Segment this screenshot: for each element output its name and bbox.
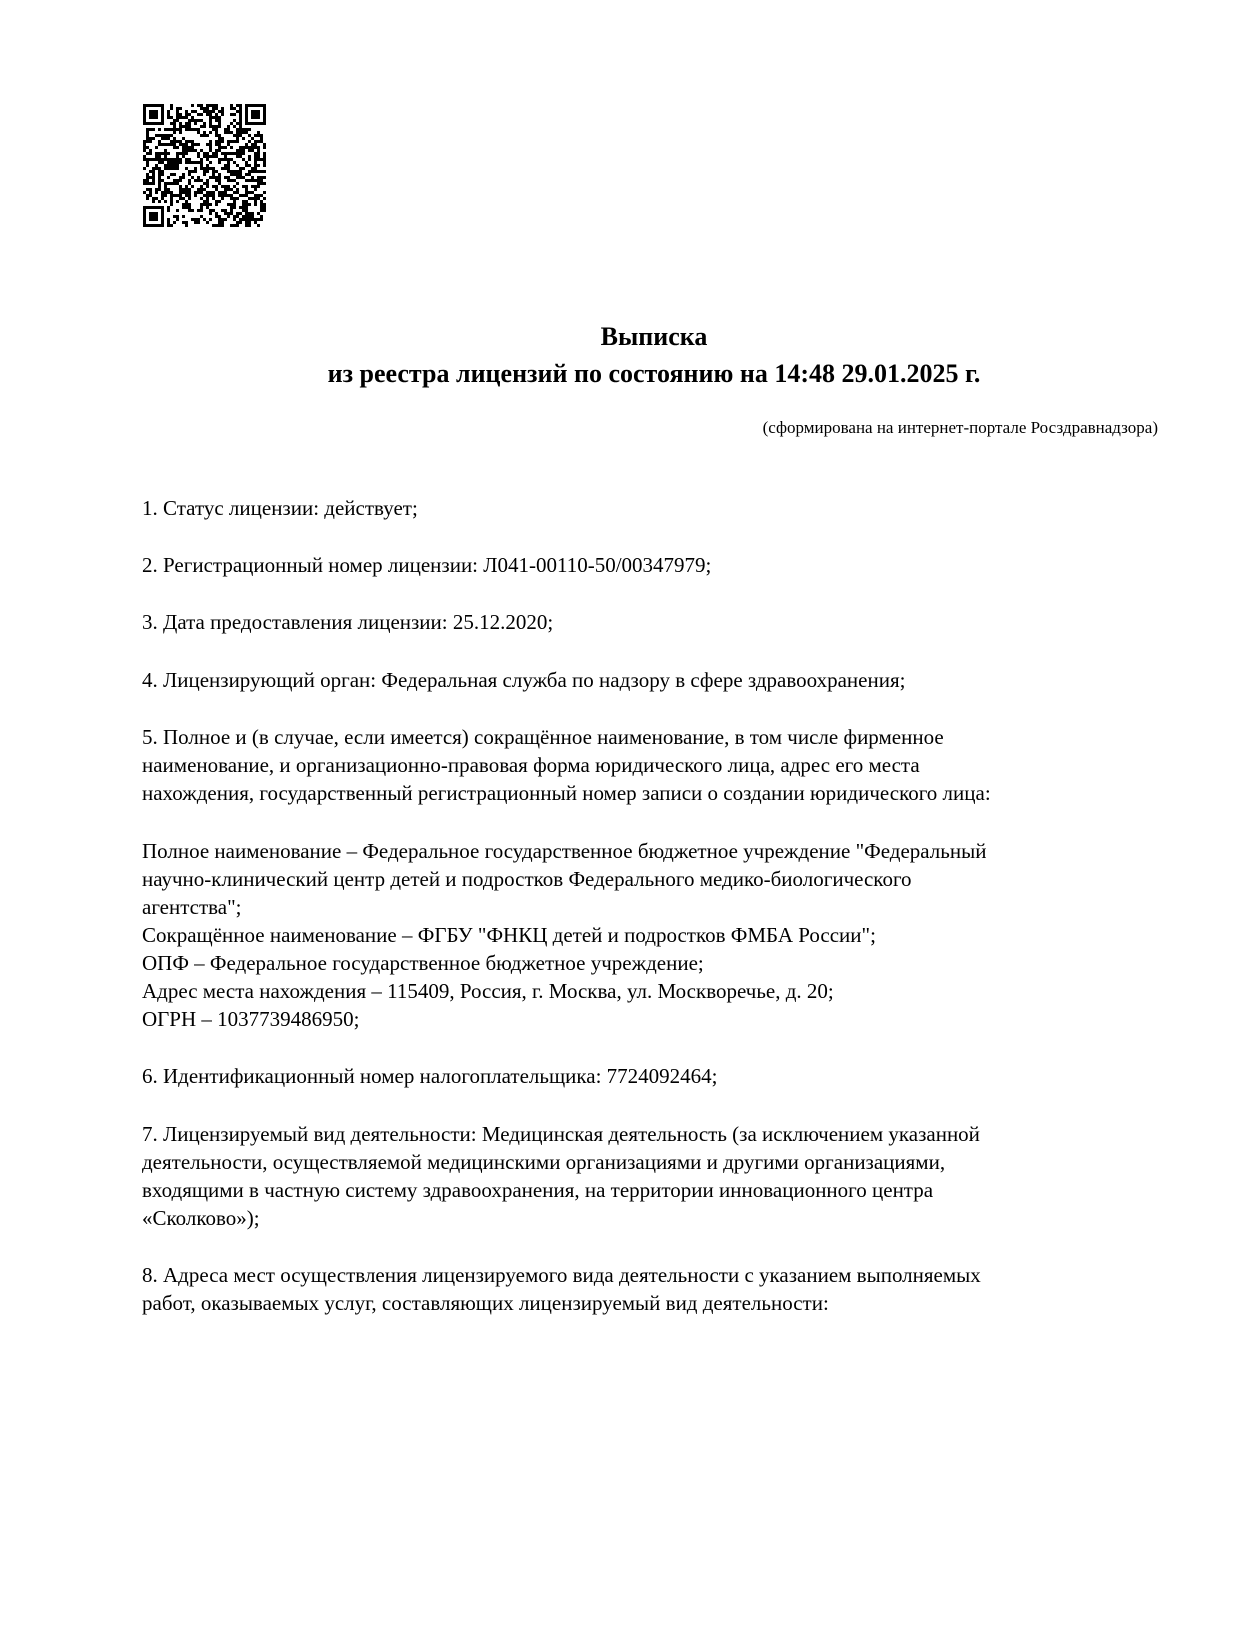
item-names-heading-line: нахождения, государственный регистрационный номер записи о создании юридического лица: <box>142 781 991 805</box>
source-note: (сформирована на интернет-портале Росздравнадзора) <box>762 418 1158 437</box>
item-names-heading-line: 5. Полное и (в случае, если имеется) сокращённое наименование, в том числе фирменное <box>142 725 944 749</box>
item-activity-line: входящими в частную систему здравоохранения, на территории инновационного центра <box>142 1178 934 1202</box>
item-status: 1. Статус лицензии: действует; <box>142 496 418 520</box>
document-subtitle: из реестра лицензий по состоянию на 14:48 29.01.2025 г. <box>327 359 981 388</box>
item-reg-number: 2. Регистрационный номер лицензии: Л041-00110-50/00347979; <box>142 553 712 577</box>
org-full-name-line: агентства"; <box>142 895 242 919</box>
org-opf: ОПФ – Федеральное государственное бюджетное учреждение; <box>142 951 704 975</box>
org-full-name-line: Полное наименование – Федеральное государственное бюджетное учреждение "Федеральный <box>142 839 987 863</box>
item-names-heading-line: наименование, и организационно-правовая форма юридического лица, адрес его места <box>142 753 920 777</box>
item-activity-line: 7. Лицензируемый вид деятельности: Медицинская деятельность (за исключением указанной <box>142 1122 980 1146</box>
item-date: 3. Дата предоставления лицензии: 25.12.2020; <box>142 610 554 634</box>
item-addresses-line: 8. Адреса мест осуществления лицензируемого вида деятельности с указанием выполняемых <box>142 1263 981 1287</box>
item-inn: 6. Идентификационный номер налогоплательщика: 7724092464; <box>142 1064 718 1088</box>
item-activity-line: «Сколково»); <box>142 1206 260 1230</box>
item-activity-line: деятельности, осуществляемой медицинскими организациями и другими организациями, <box>142 1150 946 1174</box>
org-ogrn: ОГРН – 1037739486950; <box>142 1007 360 1031</box>
org-short-name: Сокращённое наименование – ФГБУ "ФНКЦ детей и подростков ФМБА России"; <box>142 923 876 947</box>
qr-code <box>143 104 266 227</box>
item-addresses-line: работ, оказываемых услуг, составляющих лицензируемый вид деятельности: <box>142 1291 829 1315</box>
document-title: Выписка <box>600 322 708 351</box>
org-full-name-line: научно-клинический центр детей и подростков Федерального медико-биологического <box>142 867 912 891</box>
item-authority: 4. Лицензирующий орган: Федеральная служба по надзору в сфере здравоохранения; <box>142 668 906 692</box>
org-address: Адрес места нахождения – 115409, Россия, г. Москва, ул. Москворечье, д. 20; <box>142 979 834 1003</box>
